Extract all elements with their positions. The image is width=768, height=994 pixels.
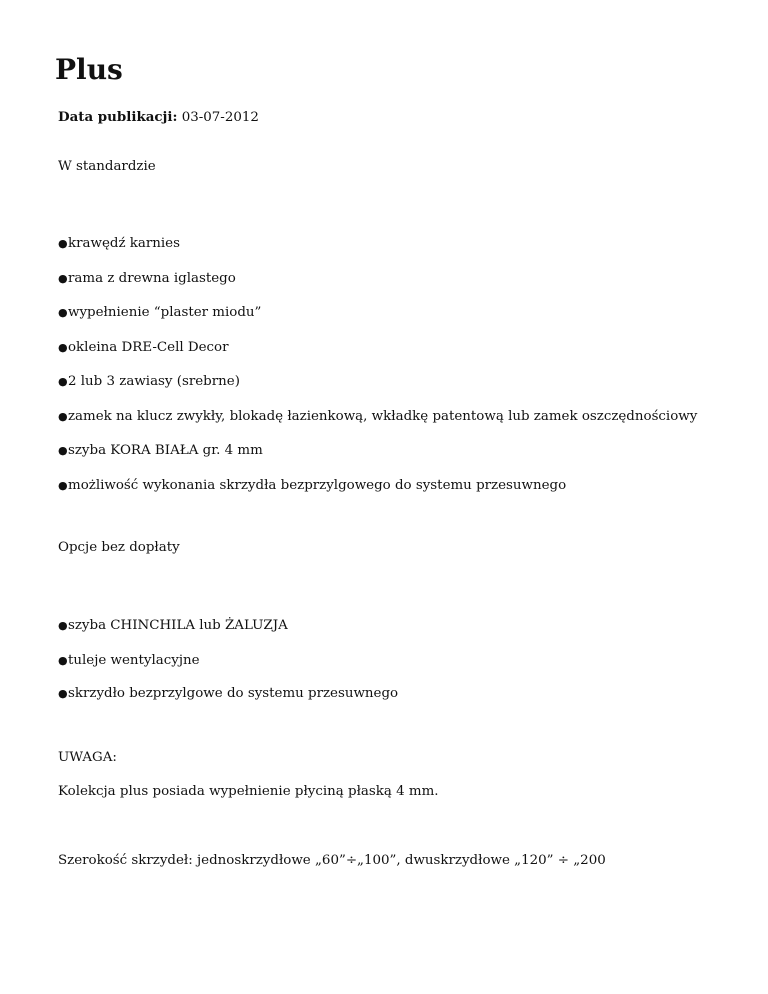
bullet-icon: ● [58, 653, 68, 667]
list-item: ●rama z drewna iglastego [58, 270, 236, 286]
list-item: ●szyba KORA BIAŁA gr. 4 mm [58, 443, 263, 458]
date-label: Data publikacji: [58, 109, 178, 125]
list-item: ●skrzydło bezprzylgowe do systemu przesuwnego [58, 686, 399, 701]
list-item: ●2 lub 3 zawiasy (srebrne) [58, 374, 240, 389]
options-heading: Opcje bez dopłaty [58, 540, 180, 555]
bullet-icon: ● [58, 375, 68, 388]
list-item: ●krawędź karnies [58, 236, 180, 251]
bullet-icon: ● [58, 306, 68, 319]
publication-date [58, 108, 259, 127]
bullet-icon: ● [58, 619, 68, 632]
list-item: ●szyba CHINCHILA lub ŻALUZJA [58, 618, 288, 633]
bullet-icon: ● [58, 444, 68, 457]
bullet-icon: ● [58, 340, 68, 354]
standard-heading: W standardzie [58, 159, 156, 174]
bullet-icon: ● [58, 271, 68, 285]
list-item: ●wypełnienie “plaster miodu” [58, 305, 262, 320]
bullet-icon: ● [58, 687, 68, 700]
bullet-icon: ● [58, 237, 68, 250]
list-item: ●możliwość wykonania skrzydła bezprzylgowego do systemu przesuwnego [58, 477, 567, 493]
date-value: 03-07-2012 [181, 110, 259, 125]
note-heading: UWAGA: [58, 750, 117, 765]
width-text: Szerokość skrzydeł: jednoskrzydłowe „60”÷„100”, dwuskrzydłowe „120” ÷ „200 [58, 853, 606, 868]
note-text: Kolekcja plus posiada wypełnienie płyciną płaską 4 mm. [58, 784, 439, 799]
page-title: Plus [55, 53, 123, 86]
bullet-icon: ● [58, 478, 68, 492]
list-item: ●okleina DRE-Cell Decor [58, 339, 229, 355]
list-item: ●tuleje wentylacyjne [58, 652, 200, 668]
list-item: ●zamek na klucz zwykły, blokadę łazienkową, wkładkę patentową lub zamek oszczędnościowy [58, 408, 698, 424]
bullet-icon: ● [58, 409, 68, 423]
